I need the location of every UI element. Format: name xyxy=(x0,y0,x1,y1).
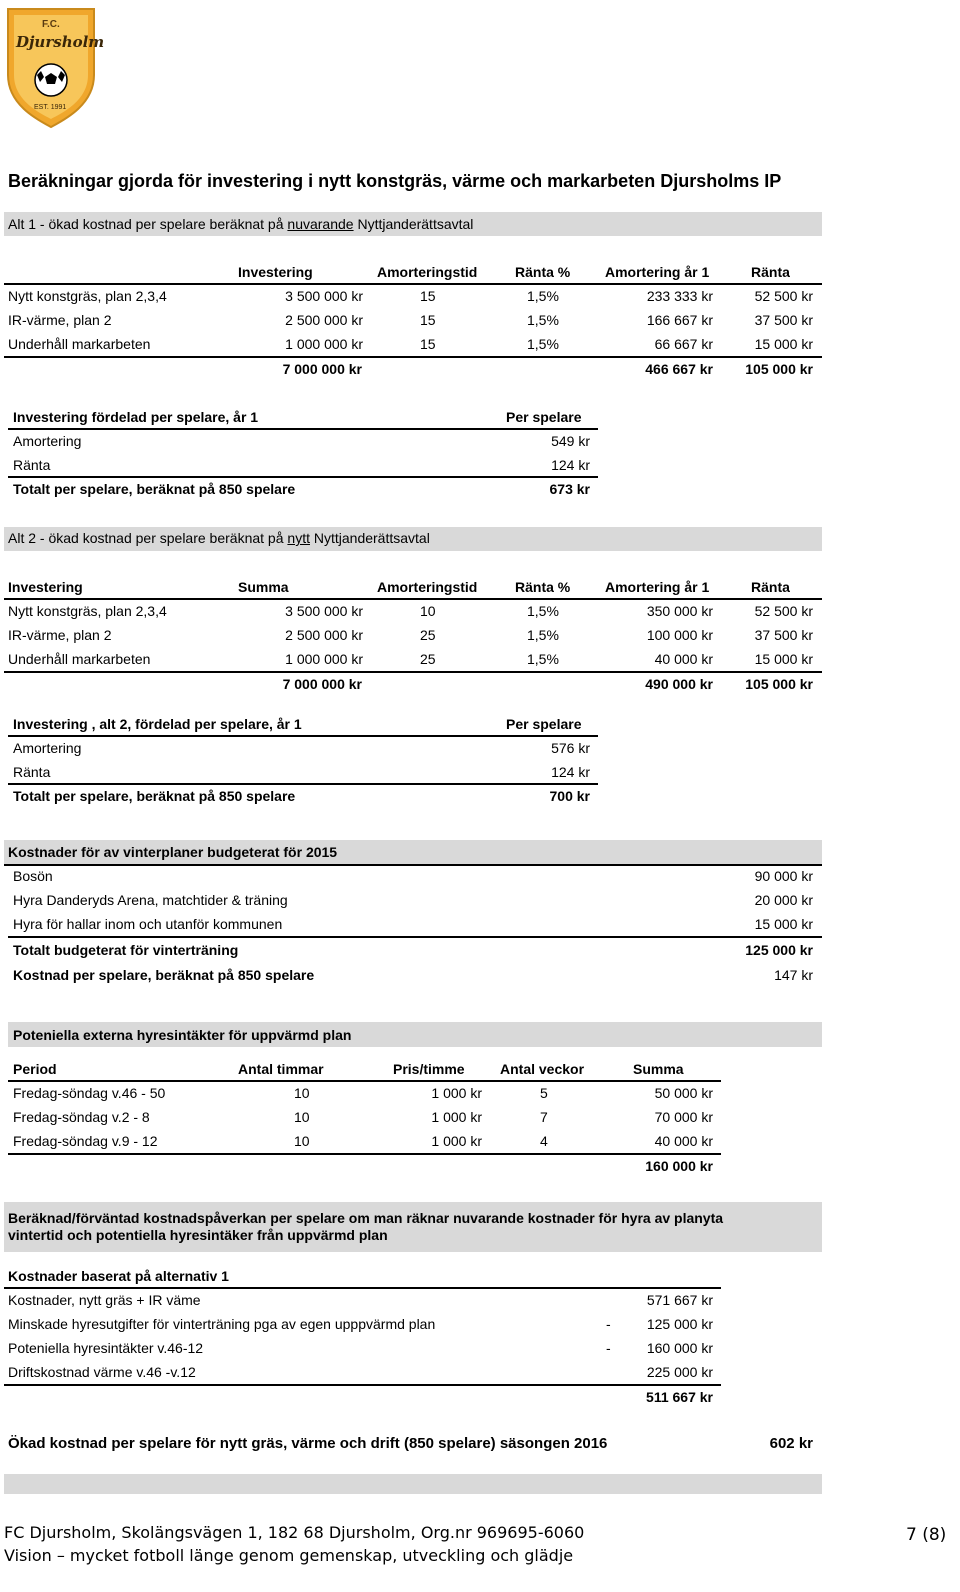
alt1-total-sum: 7 000 000 kr xyxy=(282,361,362,377)
alt1-header-rule xyxy=(4,283,822,285)
rental-row-1-sum: 50 000 kr xyxy=(654,1085,713,1101)
rental-row-3-hours: 10 xyxy=(294,1133,310,1149)
alt1-heading xyxy=(8,216,473,232)
alt1-per-player-col: Per spelare xyxy=(506,409,582,425)
winter-total-label: Totalt budgeterat för vinterträning xyxy=(13,942,239,958)
alt1-row-2-sum: 2 500 000 kr xyxy=(285,312,363,328)
footer-page-total: (8) xyxy=(922,1525,947,1545)
effect-total-rule xyxy=(4,1384,721,1386)
winter-total-value: 125 000 kr xyxy=(745,942,813,958)
alt1-row-1-sum: 3 500 000 kr xyxy=(285,288,363,304)
rental-total-rule xyxy=(8,1153,721,1155)
winter-heading: Kostnader för av vinterplaner budgeterat för 2015 xyxy=(8,844,338,860)
alt2-row-2-pct: 1,5% xyxy=(527,627,559,643)
alt2-total-amort: 490 000 kr xyxy=(645,676,713,692)
rental-row-3-sum: 40 000 kr xyxy=(654,1133,713,1149)
effect-heading-line2: vintertid och potentiella hyresintäker från uppvärmd plan xyxy=(8,1227,388,1243)
footer-vision: Vision – mycket fotboll länge genom gemenskap, utveckling och glädje xyxy=(4,1546,574,1565)
alt2-per-player-col: Per spelare xyxy=(506,716,582,732)
alt2-heading-pre: Alt 2 - ökad kostnad per spelare beräknat på xyxy=(8,530,288,546)
alt1-row-3-ranta: 15 000 kr xyxy=(754,336,813,352)
effect-row-2-value: 125 000 kr xyxy=(646,1316,713,1332)
rental-header-weeks: Antal veckor xyxy=(500,1061,585,1077)
alt2-row-2-label: IR-värme, plan 2 xyxy=(8,627,112,643)
effect-row-2-sign: - xyxy=(606,1316,611,1332)
alt2-row-2-amort: 100 000 kr xyxy=(646,627,713,643)
winter-row-3-label: Hyra för hallar inom och utanför kommunen xyxy=(13,916,283,932)
alt2-row-3-amort: 40 000 kr xyxy=(654,651,713,667)
rental-row-3-price: 1 000 kr xyxy=(431,1133,482,1149)
alt1-row-3-tid: 15 xyxy=(420,336,436,352)
logo-name-text: Djursholm xyxy=(16,33,105,51)
effect-total: 511 667 kr xyxy=(646,1389,713,1405)
alt1-header-amortering-ar1: Amortering år 1 xyxy=(605,264,710,280)
alt1-header-investering: Investering xyxy=(238,264,313,280)
alt1-per-player-row-2-label: Ränta xyxy=(13,457,51,473)
winter-per-player-label: Kostnad per spelare, beräknat på 850 spelare xyxy=(13,967,315,983)
alt2-row-3-tid: 25 xyxy=(420,651,436,667)
effect-row-4-value: 225 000 kr xyxy=(646,1364,713,1380)
effect-row-1-label: Kostnader, nytt gräs + IR väme xyxy=(8,1292,201,1308)
effect-row-3-label: Poteniella hyresintäkter v.46-12 xyxy=(8,1340,204,1356)
rental-header-rule xyxy=(8,1080,721,1082)
alt2-per-player-row-1-label: Amortering xyxy=(13,740,82,756)
rental-row-3-period: Fredag-söndag v.9 - 12 xyxy=(13,1133,158,1149)
alt1-row-2-amort: 166 667 kr xyxy=(646,312,713,328)
alt2-row-1-sum: 3 500 000 kr xyxy=(285,603,363,619)
alt2-per-player-row-2-value: 124 kr xyxy=(551,764,590,780)
alt1-heading-post: Nyttjanderättsavtal xyxy=(353,216,474,232)
alt1-per-player-row-1-label: Amortering xyxy=(13,433,82,449)
alt1-row-1-tid: 15 xyxy=(420,288,436,304)
alt2-row-1-label: Nytt konstgräs, plan 2,3,4 xyxy=(8,603,167,619)
alt1-total-amort: 466 667 kr xyxy=(645,361,713,377)
alt2-row-3-pct: 1,5% xyxy=(527,651,559,667)
winter-heading-rule xyxy=(4,864,822,866)
effect-row-4-label: Driftskostnad värme v.46 -v.12 xyxy=(8,1364,196,1380)
alt1-row-2-tid: 15 xyxy=(420,312,436,328)
alt1-row-2-ranta: 37 500 kr xyxy=(754,312,813,328)
alt2-row-3-label: Underhåll markarbeten xyxy=(8,651,151,667)
alt2-per-player-total-label: Totalt per spelare, beräknat på 850 spelare xyxy=(13,788,296,804)
alt2-header-ranta-pct: Ränta % xyxy=(515,579,571,595)
alt1-row-3-pct: 1,5% xyxy=(527,336,559,352)
alt1-row-2-label: IR-värme, plan 2 xyxy=(8,312,112,328)
alt2-header-amorteringstid: Amorteringstid xyxy=(377,579,478,595)
alt2-total-rule xyxy=(4,671,822,673)
rental-row-3-weeks: 4 xyxy=(540,1133,548,1149)
alt2-row-1-pct: 1,5% xyxy=(527,603,559,619)
rental-header-hours: Antal timmar xyxy=(238,1061,324,1077)
rental-row-2-period: Fredag-söndag v.2 - 8 xyxy=(13,1109,150,1125)
rental-row-1-hours: 10 xyxy=(294,1085,310,1101)
alt2-row-2-ranta: 37 500 kr xyxy=(754,627,813,643)
alt1-row-3-sum: 1 000 000 kr xyxy=(285,336,363,352)
page-title: Beräkningar gjorda för investering i nytt konstgräs, värme och markarbeten Djursholms IP xyxy=(8,171,782,191)
alt1-header-ranta-pct: Ränta % xyxy=(515,264,571,280)
summary-label: Ökad kostnad per spelare för nytt gräs, värme och drift (850 spelare) säsongen 2016 xyxy=(8,1435,608,1452)
alt2-row-3-ranta: 15 000 kr xyxy=(754,651,813,667)
alt2-row-1-amort: 350 000 kr xyxy=(646,603,713,619)
effect-sub-rule xyxy=(4,1287,721,1289)
alt2-header-investering: Investering xyxy=(8,579,83,595)
alt2-total-ranta: 105 000 kr xyxy=(745,676,813,692)
alt2-per-player-row-1-value: 576 kr xyxy=(551,740,590,756)
alt2-header-rule xyxy=(4,598,822,600)
rental-row-2-weeks: 7 xyxy=(540,1109,548,1125)
alt2-total-sum: 7 000 000 kr xyxy=(282,676,362,692)
alt1-total-rule xyxy=(4,356,822,358)
winter-row-3-value: 15 000 kr xyxy=(754,916,813,932)
footer-page-number xyxy=(906,1525,946,1545)
effect-heading-line1: Beräknad/förväntad kostnadspåverkan per spelare om man räknar nuvarande kostnader för hyra av planyta xyxy=(8,1210,724,1226)
alt2-row-1-ranta: 52 500 kr xyxy=(754,603,813,619)
alt2-row-2-tid: 25 xyxy=(420,627,436,643)
alt1-per-player-row-1-value: 549 kr xyxy=(551,433,590,449)
winter-row-1-value: 90 000 kr xyxy=(754,868,813,884)
footer-address: FC Djursholm, Skolängsvägen 1, 182 68 Djursholm, Org.nr 969695-6060 xyxy=(4,1523,585,1542)
rental-row-2-hours: 10 xyxy=(294,1109,310,1125)
effect-row-1-value: 571 667 kr xyxy=(646,1292,713,1308)
alt1-heading-pre: Alt 1 - ökad kostnad per spelare beräknat på xyxy=(8,216,288,232)
effect-row-3-sign: - xyxy=(606,1340,611,1356)
alt2-heading-post: Nyttjanderättsavtal xyxy=(309,530,430,546)
rental-total: 160 000 kr xyxy=(645,1158,713,1174)
alt2-per-player-rule xyxy=(8,735,598,737)
winter-total-rule xyxy=(8,936,822,938)
alt1-header-ranta: Ränta xyxy=(751,264,790,280)
rental-header-sum: Summa xyxy=(633,1061,684,1077)
alt2-row-1-tid: 10 xyxy=(420,603,436,619)
rental-header-period: Period xyxy=(13,1061,57,1077)
alt1-header-amorteringstid: Amorteringstid xyxy=(377,264,478,280)
alt2-header-ranta: Ränta xyxy=(751,579,790,595)
winter-row-2-label: Hyra Danderyds Arena, matchtider & träning xyxy=(13,892,288,908)
rental-row-1-price: 1 000 kr xyxy=(431,1085,482,1101)
alt1-row-1-amort: 233 333 kr xyxy=(646,288,713,304)
alt1-per-player-total-rule xyxy=(8,476,598,478)
alt2-header-summa: Summa xyxy=(238,579,289,595)
alt1-row-3-amort: 66 667 kr xyxy=(654,336,713,352)
alt2-per-player-total-value: 700 kr xyxy=(549,788,590,804)
winter-row-2-value: 20 000 kr xyxy=(754,892,813,908)
rental-row-1-period: Fredag-söndag v.46 - 50 xyxy=(13,1085,166,1101)
rental-heading: Poteniella externa hyresintäkter för uppvärmd plan xyxy=(13,1027,352,1043)
alt2-heading xyxy=(8,530,430,546)
effect-row-3-value: 160 000 kr xyxy=(646,1340,713,1356)
alt1-total-ranta: 105 000 kr xyxy=(745,361,813,377)
alt2-per-player-total-rule xyxy=(8,783,598,785)
alt2-heading-underlined: nytt xyxy=(287,530,310,546)
logo-est-text: EST. 1991 xyxy=(34,104,67,111)
alt2-per-player-row-2-label: Ränta xyxy=(13,764,51,780)
alt1-row-1-label: Nytt konstgräs, plan 2,3,4 xyxy=(8,288,167,304)
alt1-per-player-row-2-value: 124 kr xyxy=(551,457,590,473)
rental-row-2-price: 1 000 kr xyxy=(431,1109,482,1125)
footer-page: 7 xyxy=(906,1525,917,1545)
alt1-row-3-label: Underhåll markarbeten xyxy=(8,336,151,352)
alt1-per-player-title: Investering fördelad per spelare, år 1 xyxy=(13,409,259,425)
alt1-per-player-rule xyxy=(8,428,598,430)
club-logo xyxy=(4,5,105,130)
alt2-row-2-sum: 2 500 000 kr xyxy=(285,627,363,643)
rental-row-1-weeks: 5 xyxy=(540,1085,548,1101)
alt1-row-1-ranta: 52 500 kr xyxy=(754,288,813,304)
rental-row-2-sum: 70 000 kr xyxy=(654,1109,713,1125)
alt1-heading-underlined: nuvarande xyxy=(287,216,354,232)
alt1-row-2-pct: 1,5% xyxy=(527,312,559,328)
alt1-row-1-pct: 1,5% xyxy=(527,288,559,304)
alt2-header-amortering-ar1: Amortering år 1 xyxy=(605,579,710,595)
winter-row-1-label: Bosön xyxy=(13,868,53,884)
winter-per-player-value: 147 kr xyxy=(774,967,813,983)
rental-header-price: Pris/timme xyxy=(393,1061,465,1077)
alt2-row-3-sum: 1 000 000 kr xyxy=(285,651,363,667)
summary-value: 602 kr xyxy=(769,1435,813,1452)
summary-bottom-bar xyxy=(4,1474,822,1494)
alt2-per-player-title: Investering , alt 2, fördelad per spelare, år 1 xyxy=(13,716,302,732)
effect-subheading: Kostnader baserat på alternativ 1 xyxy=(8,1268,229,1284)
alt1-per-player-total-value: 673 kr xyxy=(549,481,590,497)
logo-top-text: F.C. xyxy=(42,19,60,30)
alt1-per-player-total-label: Totalt per spelare, beräknat på 850 spelare xyxy=(13,481,296,497)
effect-row-2-label: Minskade hyresutgifter för vinterträning pga av egen upppvärmd plan xyxy=(8,1316,436,1332)
